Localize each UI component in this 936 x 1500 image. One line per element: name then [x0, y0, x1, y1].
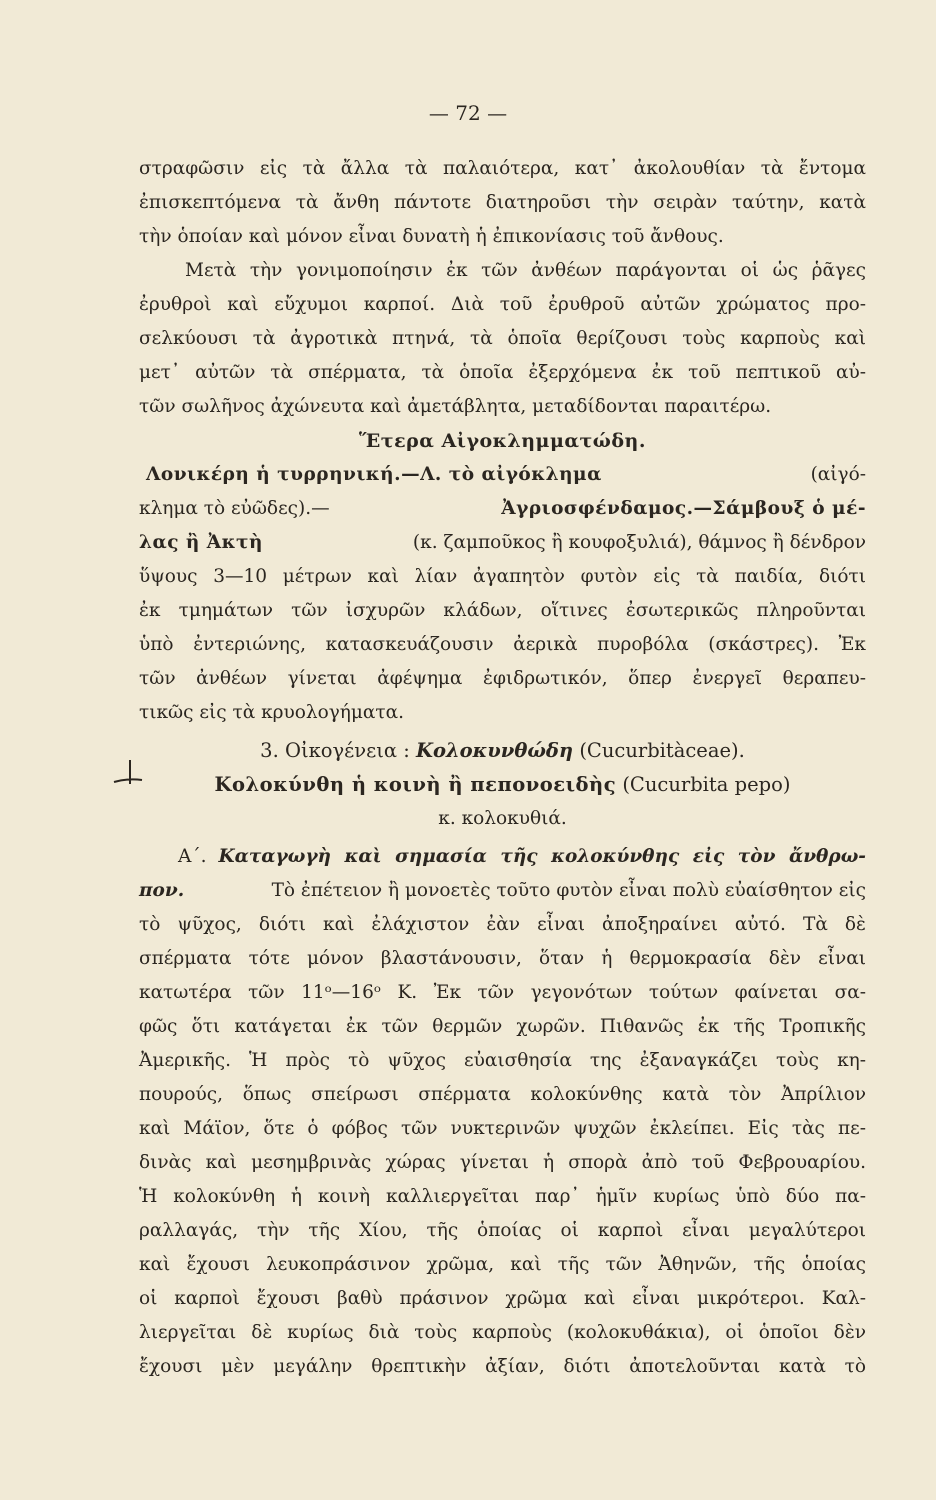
- section-label: Α´.: [178, 846, 207, 867]
- text-line: καὶ Μάϊον, ὅτε ὁ φόβος τῶν νυκτερινῶν ψυχῶν ἐκλείπει. Εἰς τὰς πε-: [139, 1118, 866, 1139]
- page-number: — 72 —: [428, 101, 508, 125]
- text-span: κλημα τὸ εὐῶδες).—: [139, 498, 330, 519]
- text-line: Μετὰ τὴν γονιμοποίησιν ἐκ τῶν ἀνθέων παράγονται οἱ ὡς ῥᾶγες: [185, 260, 866, 281]
- family-latin: (Cucurbitàceae).: [579, 739, 745, 762]
- section-title-end: πον.: [139, 880, 185, 901]
- text-line: πουρούς, ὅπως σπείρωσι σπέρματα κολοκύνθης κατὰ τὸν Ἀπρίλιον: [139, 1084, 866, 1105]
- species-latin: (Cucurbita pepo): [622, 773, 791, 796]
- text-line: ἐκ τμημάτων τῶν ἰσχυρῶν κλάδων, οἵτινες ἐσωτερικῶς πληροῦνται: [139, 600, 866, 621]
- species-common-name: κ. κολοκυθιά.: [438, 808, 567, 829]
- text-span: (κ. ζαμποῦκος ἢ κουφοξυλιά), θάμνος ἢ δένδρον: [412, 532, 866, 553]
- text-line: ἔχουσι μὲν μεγάλην θρεπτικὴν ἀξίαν, διότι ἀποτελοῦνται κατὰ τὸ: [139, 1356, 866, 1377]
- section-title-line: [178, 844, 866, 870]
- text-line: Ἡ κολοκύνθη ἡ κοινὴ καλλιεργεῖται παρ᾽ ἡμῖν κυρίως ὑπὸ δύο πα-: [139, 1186, 866, 1207]
- text-line: τῶν ἀνθέων γίνεται ἀφέψημα ἐφιδρωτικόν, ὅπερ ἐνεργεῖ θεραπευ-: [139, 668, 866, 689]
- text-line: φῶς ὅτι κατάγεται ἐκ τῶν θερμῶν χωρῶν. Πιθανῶς ἐκ τῆς Τροπικῆς: [139, 1016, 866, 1037]
- text-line: [139, 530, 866, 556]
- species-name: Κολοκύνθη ἡ κοινὴ ἢ πεπονοειδὴς: [214, 773, 617, 796]
- text-line: ἐπισκεπτόμενα τὰ ἄνθη πάντοτε διατηροῦσι τὴν σειρὰν ταύτην, κατὰ: [139, 192, 866, 213]
- text-line: τικῶς εἰς τὰ κρυολογήματα.: [139, 702, 405, 723]
- family-name: Κολοκυνθώδη: [416, 739, 574, 762]
- text-line: οἱ καρποὶ ἔχουσι βαθὺ πράσινον χρῶμα καὶ εἶναι μικρότεροι. Καλ-: [139, 1288, 866, 1309]
- species-names-bold: λας ἢ Ἀκτὴ: [139, 532, 263, 553]
- family-heading: [139, 738, 866, 764]
- species-names-bold: Ἀγριοσφένδαμος.—Σάμβουξ ὁ μέ-: [501, 498, 866, 519]
- text-line: [139, 878, 866, 904]
- text-line: μετ᾽ αὐτῶν τὰ σπέρματα, τὰ ὁποῖα ἐξερχόμενα ἐκ τοῦ πεπτικοῦ αὐ-: [139, 362, 866, 383]
- text-line: σελκύουσι τὰ ἀγροτικὰ πτηνά, τὰ ὁποῖα θερίζουσι τοὺς καρποὺς καὶ: [139, 328, 866, 349]
- text-line: τῶν σωλῆνος ἀχώνευτα καὶ ἀμετάβλητα, μεταδίδονται παραιτέρω.: [139, 396, 772, 417]
- text-line: σπέρματα τότε μόνον βλαστάνουσιν, ὅταν ἡ θερμοκρασία δὲν εἶναι: [139, 948, 866, 969]
- text-line: τὴν ὁποίαν καὶ μόνον εἶναι δυνατὴ ἡ ἐπικονίασις τοῦ ἄνθους.: [139, 226, 724, 247]
- section-heading: Ἕτερα Αἰγοκλημματώδη.: [359, 430, 646, 452]
- text-span: (αἰγό-: [810, 464, 866, 485]
- text-line: ὕψους 3—10 μέτρων καὶ λίαν ἀγαπητὸν φυτὸν εἰς τὰ παιδία, διότι: [139, 566, 866, 587]
- text-line: στραφῶσιν εἰς τὰ ἄλλα τὰ παλαιότερα, κατ᾽ ἀκολουθίαν τὰ ἔντομα: [139, 158, 866, 179]
- text-line: καὶ ἔχουσι λευκοπράσινον χρῶμα, καὶ τῆς τῶν Ἀθηνῶν, τῆς ὁποίας: [139, 1254, 866, 1275]
- text-line: ραλλαγάς, τὴν τῆς Χίου, τῆς ὁποίας οἱ καρποὶ εἶναι μεγαλύτεροι: [139, 1220, 866, 1241]
- text-line: δινὰς καὶ μεσημβρινὰς χώρας γίνεται ἡ σπορὰ ἀπὸ τοῦ Φεβρουαρίου.: [139, 1152, 866, 1173]
- section-title: Καταγωγὴ καὶ σημασία τῆς κολοκύνθης εἰς τὸν ἄνθρω-: [218, 846, 866, 867]
- species-heading: [139, 772, 866, 798]
- text-line: κατωτέρα τῶν 11ᵒ—16ᵒ Κ. Ἐκ τῶν γεγονότων τούτων φαίνεται σα-: [139, 982, 866, 1003]
- text-line: ὑπὸ ἐντεριώνης, κατασκευάζουσιν ἀερικὰ πυροβόλα (σκάστρες). Ἐκ: [139, 634, 866, 655]
- species-names-bold: Λονικέρη ἡ τυρρηνική.—Λ. τὸ αἰγόκλημα: [146, 464, 602, 485]
- text-span: Τὸ ἐπέτειον ἢ μονοετὲς τοῦτο φυτὸν εἶναι πολὺ εὐαίσθητον εἰς: [271, 880, 866, 901]
- text-line: τὸ ψῦχος, διότι καὶ ἐλάχιστον ἐὰν εἶναι ἀποξηραίνει αὐτό. Τὰ δὲ: [139, 914, 866, 935]
- text-line: ἐρυθροὶ καὶ εὔχυμοι καρποί. Διὰ τοῦ ἐρυθροῦ αὐτῶν χρώματος προ-: [139, 294, 866, 315]
- text-line: λιεργεῖται δὲ κυρίως διὰ τοὺς καρποὺς (κολοκυθάκια), οἱ ὁποῖοι δὲν: [139, 1322, 866, 1343]
- family-number: 3. Οἰκογένεια :: [260, 739, 410, 762]
- text-line: [139, 496, 866, 522]
- text-line: [146, 462, 866, 488]
- text-line: Ἀμερικῆς. Ἡ πρὸς τὸ ψῦχος εὐαισθησία της ἐξαναγκάζει τοὺς κη-: [139, 1050, 866, 1071]
